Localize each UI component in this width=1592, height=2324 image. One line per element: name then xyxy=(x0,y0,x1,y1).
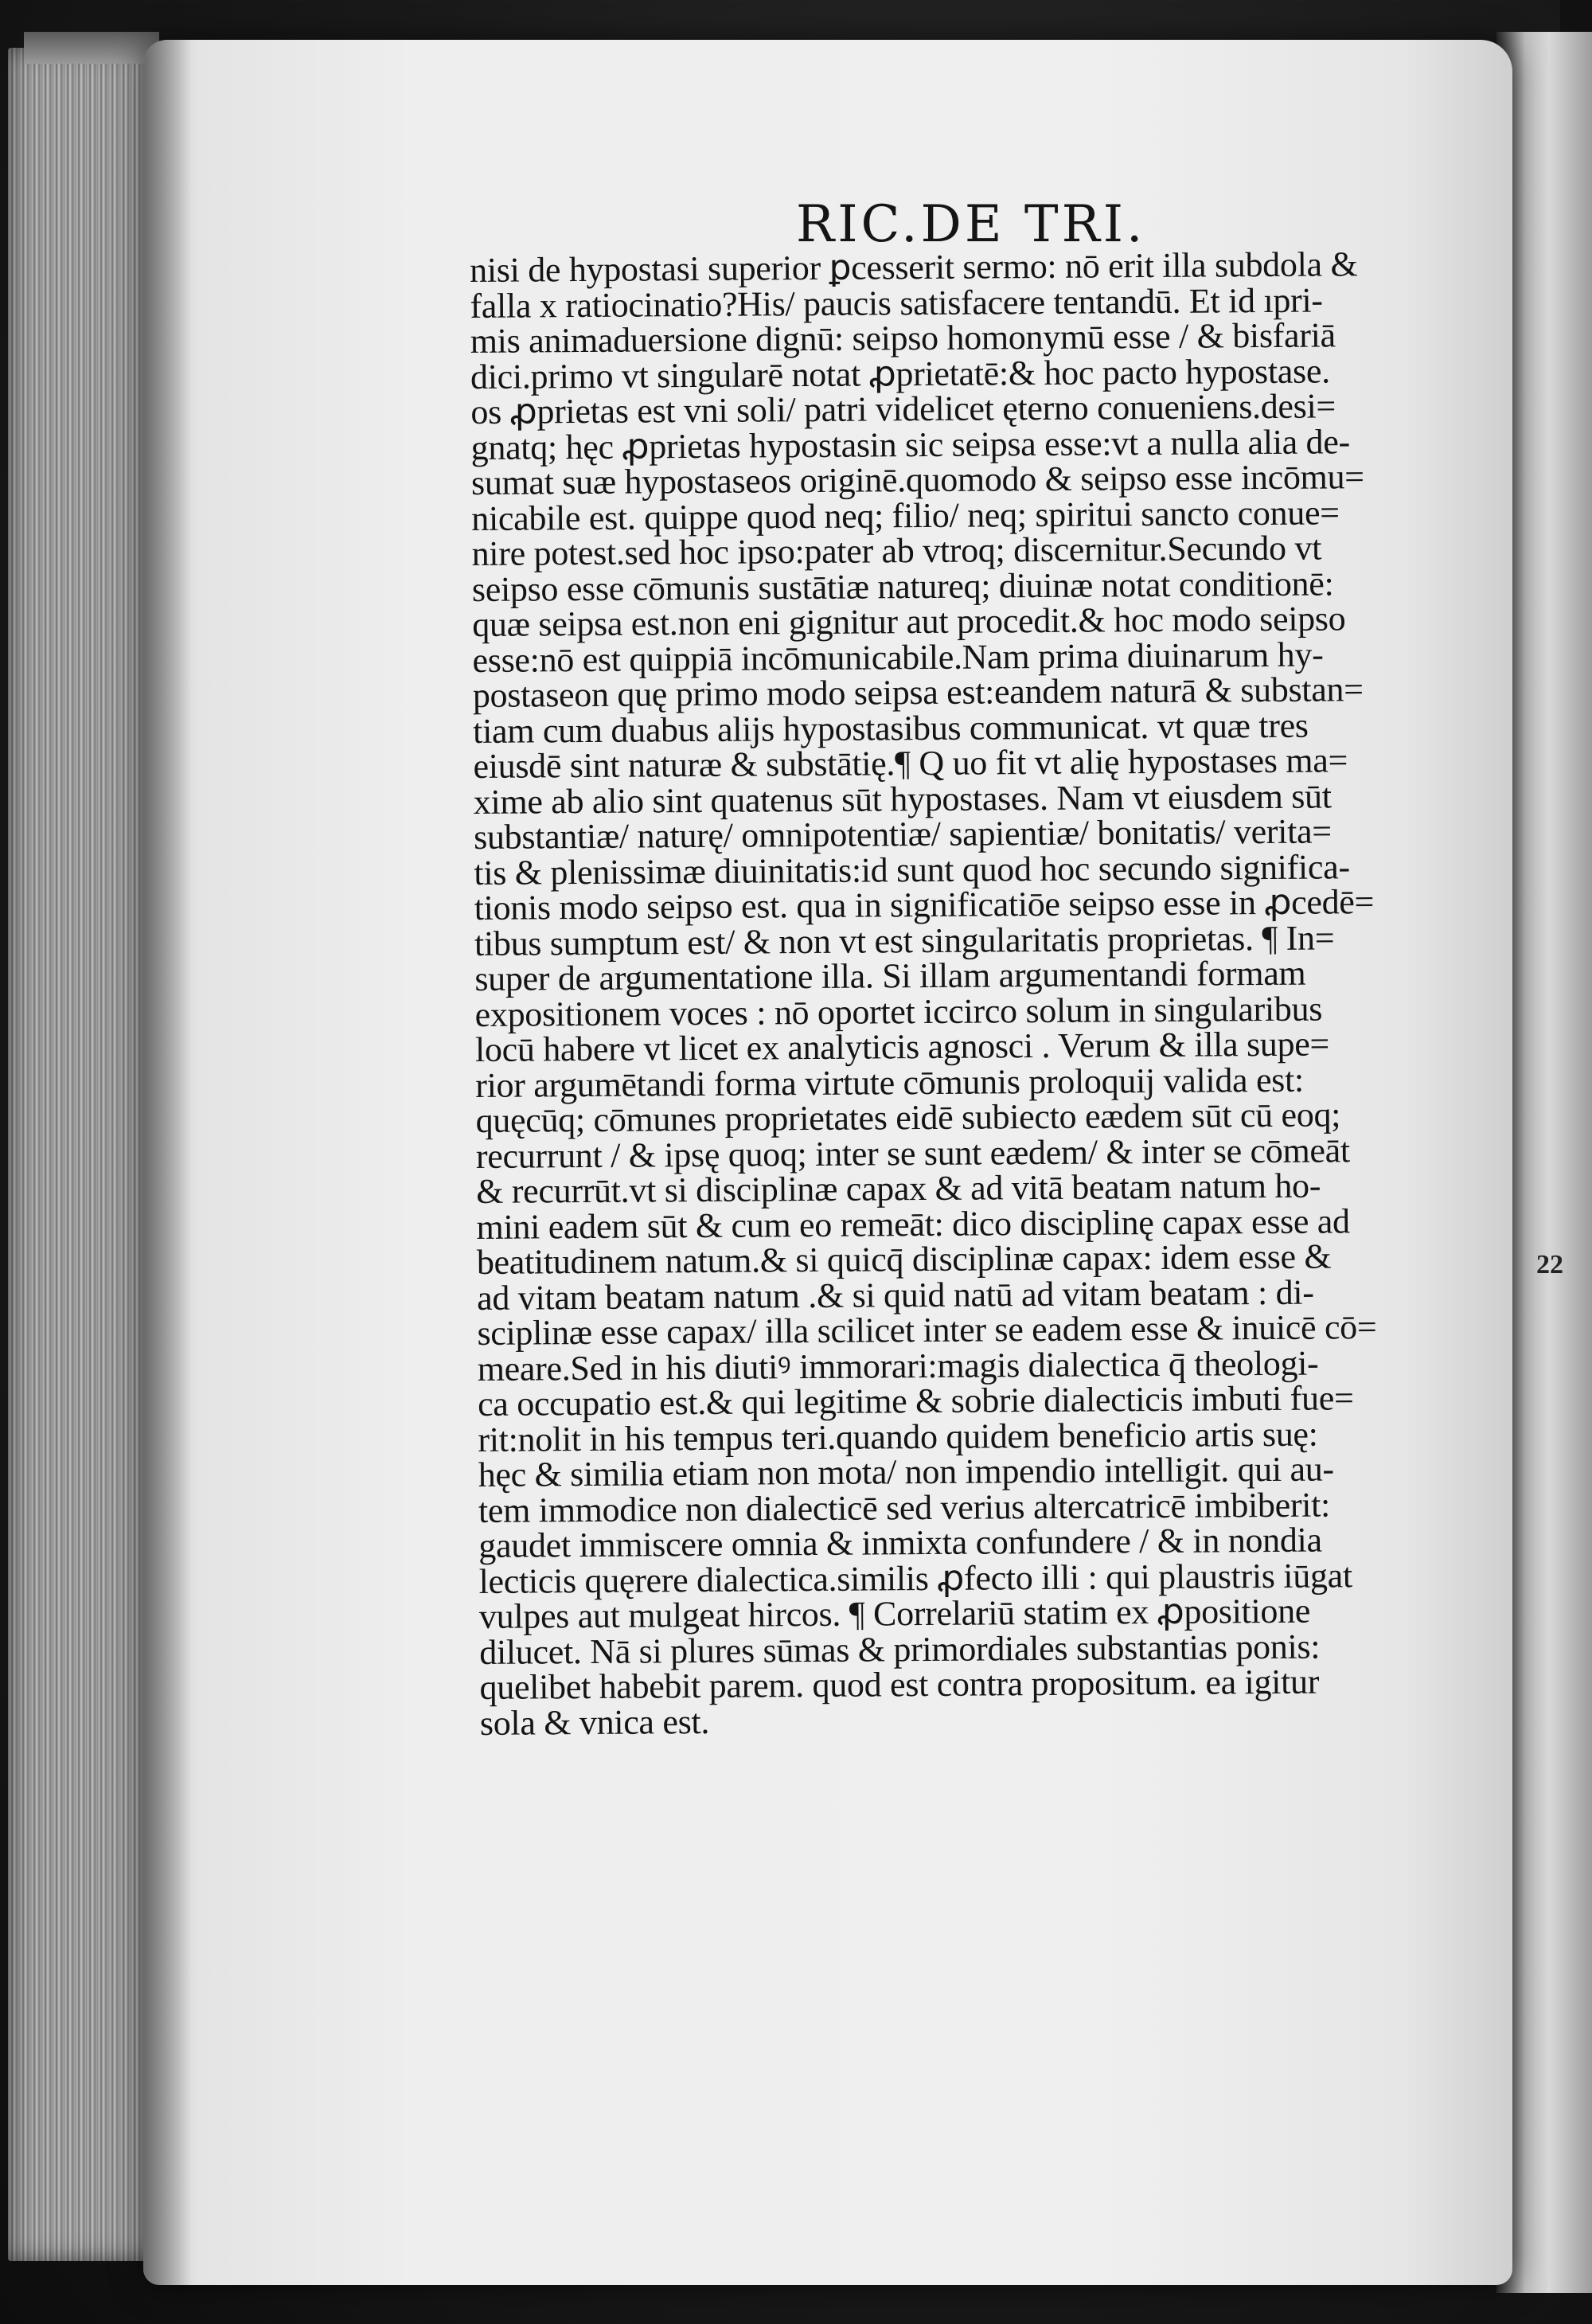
text-line: dici.primo vt singularē notat ꝓprietatē:& hoc pacto hypostase. xyxy=(470,350,1330,396)
text-line: tem immodice non dialecticē sed verius altercatricē imbiberit: xyxy=(478,1484,1331,1530)
text-line: eiusdē sint naturæ & substātię.¶ Q uo fit vt alię hypostases ma= xyxy=(473,740,1348,786)
text-line: quelibet habebit parem. quod est contra propositum. ea igitur xyxy=(479,1662,1320,1707)
text-line: & recurrūt.vt si disciplinæ capax & ad vitā beatam natum ho- xyxy=(476,1166,1321,1211)
text-line: ca occupatio est.& qui legitime & sobrie dialecticis imbuti fue= xyxy=(477,1378,1354,1424)
text-line: recurrunt / & ipsę quoq; inter se sunt eædem/ & inter se cōmeāt xyxy=(475,1130,1350,1176)
text-line: tiam cum duabus alijs hypostasibus communicat. vt quæ tres xyxy=(473,705,1309,751)
text-line: tis & plenissimæ diuinitatis:id sunt quod hoc secundo significa- xyxy=(474,846,1350,892)
text-line: substantiæ/ naturę/ omnipotentiæ/ sapientiæ/ bonitatis/ verita= xyxy=(473,811,1332,857)
text-line: quæ seipsa est.non eni gignitur aut procedit.& hoc modo seipso xyxy=(472,599,1346,644)
text-line: dilucet. Nā si plures sūmas & primordiales substantias ponis: xyxy=(479,1627,1321,1672)
text-line: os ꝓprietas est vni soli/ patri videlicet ęterno conueniens.desi= xyxy=(470,386,1336,432)
text-line: expositionem voces : nō oportet iccirco solum in singularibus xyxy=(474,989,1323,1034)
text-line: sola & vnica est. xyxy=(479,1701,710,1743)
text-line: nire potest.sed hoc ipso:pater ab vtroq; discernitur.Secundo vt xyxy=(471,528,1322,573)
text-line: mini eadem sūt & cum eo remeāt: dico disciplinę capax esse ad xyxy=(476,1201,1350,1247)
gutter-shadow xyxy=(143,40,191,2285)
text-line: seipso esse cōmunis sustātiæ natureq; diuinæ notat conditionē: xyxy=(471,563,1334,609)
text-line: esse:nō est quippiā incōmunicabile.Nam prima diuinarum hy- xyxy=(472,635,1324,680)
text-line: meare.Sed in his diutiꝰ immorari:magis dialectica q̄ theologi- xyxy=(477,1343,1319,1389)
text-block xyxy=(470,246,1467,1741)
text-line: nicabile est. quippe quod neq; filio/ neq; spiritui sancto conue= xyxy=(471,492,1340,538)
text-line: tionis modo seipso est. qua in significatiōe seipso esse in ꝓcedē= xyxy=(474,882,1375,928)
text-line: sciplinæ esse capax/ illa scilicet inter se eadem esse & inuicē cō= xyxy=(477,1307,1377,1353)
text-line: gnatq; hęc ꝓprietas hypostasin sic seipsa esse:vt a nulla alia de- xyxy=(470,421,1351,467)
folio-number: 22 xyxy=(1536,1250,1563,1279)
text-line: locū habere vt licet ex analyticis agnosci . Verum & illa supe= xyxy=(474,1024,1330,1069)
text-line: beatitudinem natum.& si quicq̄ disciplinæ capax: idem esse & xyxy=(476,1236,1332,1282)
text-line: tibus sumptum est/ & non vt est singularitatis proprietas. ¶ In= xyxy=(474,917,1335,963)
text-line: postaseon quę primo modo seipsa est:eandem naturā & substan= xyxy=(472,670,1364,715)
text-line: falla x ratiocinatio?His/ paucis satisfacere tentandū. Et id ıpri- xyxy=(470,280,1323,326)
text-line: nisi de hypostasi superior ꝑcesserit sermo: nō erit illa subdola & xyxy=(469,244,1358,290)
text-line: gaudet immiscere omnia & inmixta confundere / & in nondia xyxy=(478,1520,1322,1565)
text-line: lecticis quęrere dialectica.similis ꝓfecto illi : qui plaustris iūgat xyxy=(478,1555,1352,1601)
text-line: hęc & similia etiam non mota/ non impendio intelligit. qui au- xyxy=(478,1449,1334,1494)
text-line: quęcūq; cōmunes proprietates eidē subiecto eædem sūt cū eoq; xyxy=(475,1095,1341,1140)
text-line: vulpes aut mulgeat hircos. ¶ Correlariū statim ex ꝓpositione xyxy=(478,1591,1311,1636)
text-line: rit:nolit in his tempus teri.quando quidem beneficio artis suę: xyxy=(478,1414,1318,1459)
text-line: super de argumentatione illa. Si illam argumentandi formam xyxy=(474,953,1306,998)
text-line: sumat suæ hypostaseos originē.quomodo & seipso esse incōmu= xyxy=(470,457,1364,502)
text-line: ad vitam beatam natum .& si quid natū ad vitam beatam : di- xyxy=(476,1272,1314,1318)
running-head: RIC.DE TRI. xyxy=(796,195,1146,254)
text-line: xime ab alio sint quatenus sūt hypostases. Nam vt eiusdem sūt xyxy=(473,775,1332,822)
text-line: rior argumētandi forma virtute cōmunis proloquij valida est: xyxy=(475,1060,1305,1105)
text-line: mis animaduersione dignū: seipso homonymū esse / & bisfariā xyxy=(470,315,1336,361)
page-stack-top xyxy=(24,32,159,64)
